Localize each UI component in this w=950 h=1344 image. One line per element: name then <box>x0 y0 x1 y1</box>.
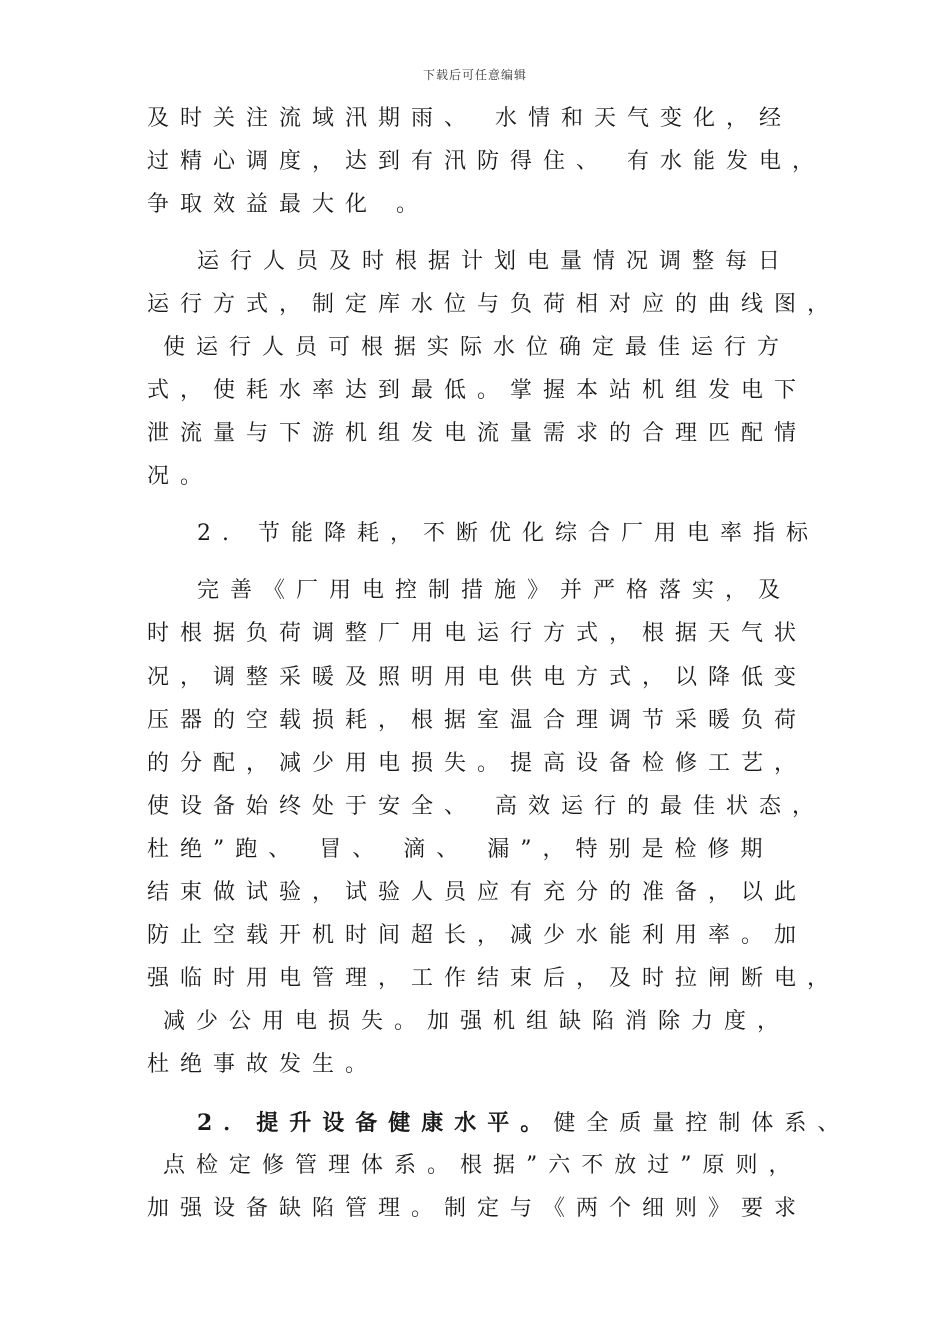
text-line: 防止空载开机时间超长，减少水能利用率。加 <box>147 923 808 948</box>
text-line: 争取效益最大化 。 <box>147 192 429 217</box>
text-line: 强临时用电管理，工作结束后，及时拉闸断电， <box>147 966 841 991</box>
text-line: 杜绝事故发生。 <box>147 1052 379 1077</box>
text-line: 点检定修管理体系。根据”六不放过”原则， <box>163 1153 802 1178</box>
text-line: 泄流量与下游机组发电流量需求的合理匹配情 <box>147 421 808 446</box>
text-line <box>197 1110 850 1137</box>
text-line: 运行方式，制定库水位与负荷相对应的曲线图， <box>147 292 841 317</box>
text-line: 完善《厂用电控制措施》并严格落实，及 <box>197 578 792 603</box>
header-note: 下载后可任意编辑 <box>422 68 527 82</box>
text-line: 式，使耗水率达到最低。掌握本站机组发电下 <box>147 378 808 403</box>
text-line: 时根据负荷调整厂用电运行方式，根据天气状 <box>147 621 808 646</box>
text-line: 况，调整采暖及照明用电供电方式，以降低变 <box>147 665 808 690</box>
section-heading: 2. 节能降耗，不断优化综合厂用电率指标 <box>197 521 819 546</box>
text-line: 使设备始终处于安全、 高效运行的最佳状态， <box>147 794 825 819</box>
text-line: 及时关注流域汛期雨、 水情和天气变化，经 <box>147 106 792 131</box>
text-line: 运行人员及时根据计划电量情况调整每日 <box>197 249 792 274</box>
text-line: 减少公用电损失。加强机组缺陷消除力度， <box>163 1009 791 1034</box>
text-line: 杜绝”跑、 冒、 滴、 漏”，特别是检修期 <box>147 837 774 862</box>
text-run: 健全质量控制体系、 <box>553 1111 851 1136</box>
text-line: 加强设备缺陷管理。制定与《两个细则》要求 <box>147 1196 808 1221</box>
text-line: 结束做试验，试验人员应有充分的准备，以此 <box>147 880 808 905</box>
text-line: 的分配，减少用电损失。提高设备检修工艺， <box>147 751 808 776</box>
text-line: 使运行人员可根据实际水位确定最佳运行方 <box>163 335 791 360</box>
text-line: 过精心调度，达到有汛防得住、 有水能发电， <box>147 149 825 174</box>
text-line: 况。 <box>147 464 214 489</box>
text-line: 压器的空载损耗，根据室温合理调节采暖负荷 <box>147 708 808 733</box>
bold-heading: 2．提升设备健康水平。 <box>197 1110 554 1136</box>
